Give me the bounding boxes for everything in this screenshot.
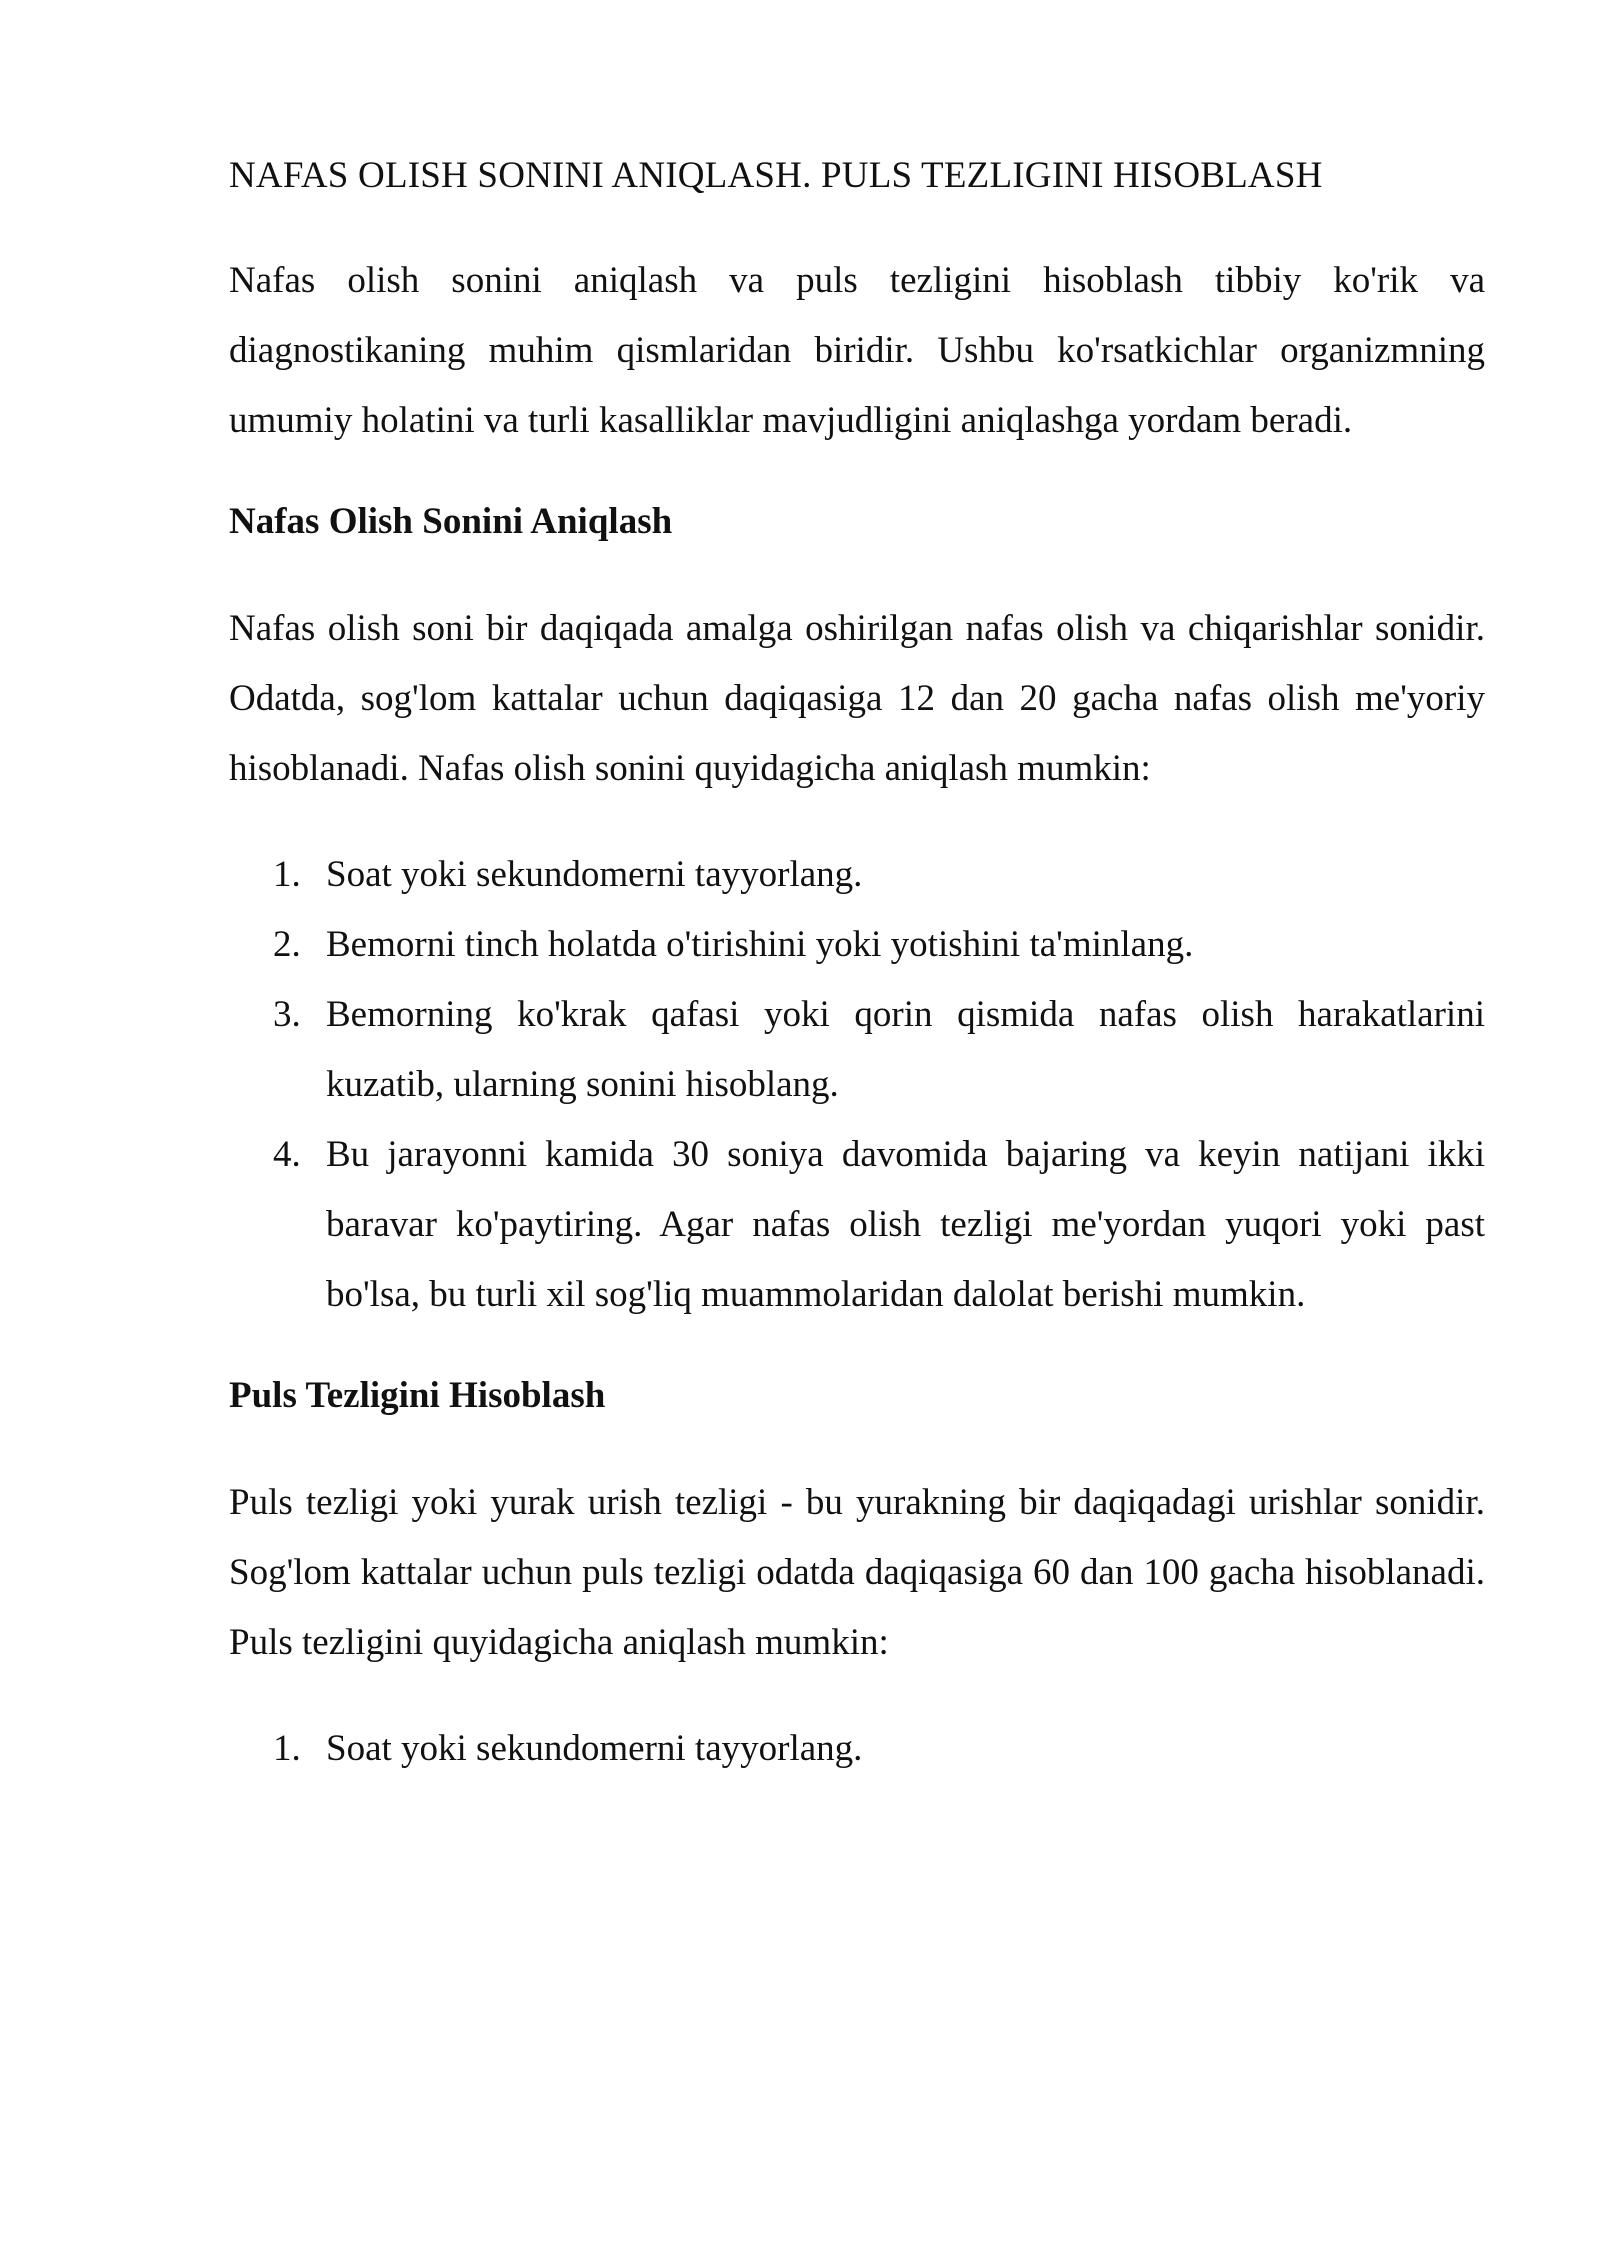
list-item-text: Bemorni tinch holatda o'tirishini yoki yotishini ta'minlang. [326,924,1194,965]
intro-paragraph: Nafas olish sonini aniqlash va puls tezligini hisoblash tibbiy ko'rik va diagnostikaning muhim qismlaridan biridir. Ushbu ko'rsatkichlar organizmning umumiy holatini va turli kasalliklar mavjudligini aniqlashga yordam beradi. [229,260,1485,441]
list-item-text: Bu jarayonni kamida 30 soniya davomida bajaring va keyin natijani ikki baravar ko'paytiring. Agar nafas olish tezligi me'yordan yuqori yoki past bo'lsa, bu turli xil sog'liq muammolaridan dalolat berishi mumkin. [326,1134,1485,1315]
section-paragraph: Puls tezligi yoki yurak urish tezligi - bu yurakning bir daqiqadagi urishlar sonidir. Sog'lom kattalar uchun puls tezligi odatda daqiqasiga 60 dan 100 gacha hisoblanadi. Puls tezligini quyidagicha aniqlash mumkin: [229,1482,1485,1663]
section-breathing-rate [229,492,1485,1330]
list-item [229,980,1485,1120]
list-item-text: Soat yoki sekundomerni tayyorlang. [326,1728,863,1769]
list-item [229,1714,1485,1784]
list-item [229,910,1485,980]
document-page [229,146,1485,1820]
document-title: NAFAS OLISH SONINI ANIQLASH. PULS TEZLIGINI HISOBLASH [229,155,1323,196]
list-item-text: Soat yoki sekundomerni tayyorlang. [326,854,863,895]
steps-list [229,1714,1485,1784]
list-item [229,1120,1485,1330]
list-item-text: Bemorning ko'krak qafasi yoki qorin qismida nafas olish harakatlarini kuzatib, ularning sonini hisoblang. [326,994,1485,1105]
list-item-number: 1. [273,854,301,895]
section-paragraph: Nafas olish soni bir daqiqada amalga oshirilgan nafas olish va chiqarishlar sonidir. Odatda, sog'lom kattalar uchun daqiqasiga 12 dan 20 gacha nafas olish me'yoriy hisoblanadi. Nafas olish sonini quyidagicha aniqlash mumkin: [229,608,1485,789]
section-heading: Nafas Olish Sonini Aniqlash [229,501,673,542]
list-item [229,840,1485,910]
steps-list [229,840,1485,1330]
section-pulse-rate [229,1366,1485,1784]
list-item-number: 4. [273,1134,301,1175]
list-item-number: 1. [273,1728,301,1769]
section-heading: Puls Tezligini Hisoblash [229,1375,606,1416]
list-item-number: 2. [273,924,301,965]
list-item-number: 3. [273,994,301,1035]
